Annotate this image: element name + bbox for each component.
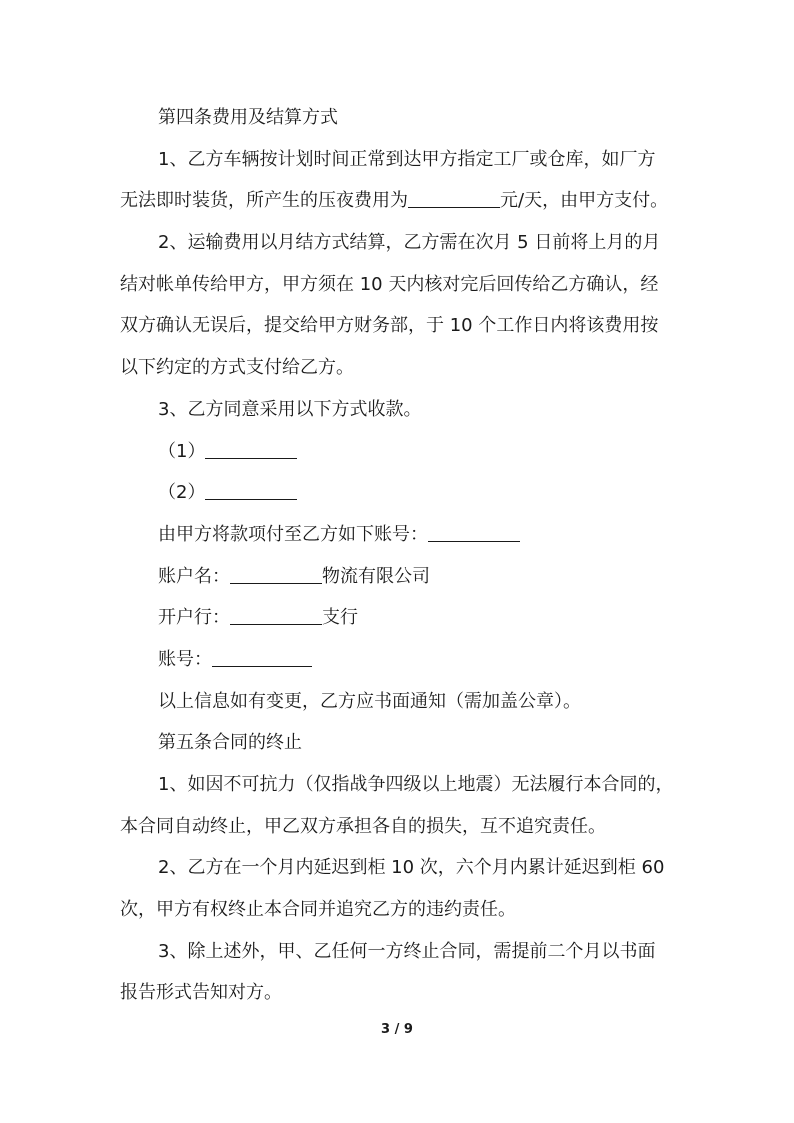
section5-item3-line2: 报告形式告知对方。	[120, 982, 282, 1003]
fee-label: 无法即时装货，所产生的压夜费用为	[120, 190, 408, 211]
account-name-suffix: 物流有限公司	[322, 566, 430, 587]
section5-item1-line1: 1、如因不可抗力（仅指战争四级以上地震）无法履行本合同的，	[158, 774, 674, 795]
section4-item2-line2: 结对帐单传给甲方，甲方须在 10 天内核对完后回传给乙方确认，经	[120, 274, 659, 295]
fee-blank	[408, 189, 500, 208]
section5-item1-line2: 本合同自动终止，甲乙双方承担各自的损失，互不追究责任。	[120, 816, 606, 837]
account-name-blank	[230, 565, 322, 584]
option-2-blank	[205, 481, 297, 500]
option-1-label: （1）	[158, 441, 206, 462]
account-number-label: 账号：	[158, 649, 212, 670]
section4-item2-line3: 双方确认无误后，提交给甲方财务部，于 10 个工作日内将该费用按	[120, 315, 659, 336]
account-label: 由甲方将款项付至乙方如下账号：	[158, 524, 428, 545]
section4-item3-line1: 3、乙方同意采用以下方式收款。	[158, 399, 422, 420]
account-number-blank	[212, 648, 312, 667]
bank-suffix: 支行	[322, 607, 358, 628]
section5-item2-line1: 2、乙方在一个月内延迟到柜 10 次，六个月内累计延迟到柜 60	[158, 857, 665, 878]
section5-heading: 第五条合同的终止	[158, 732, 302, 753]
bank-blank	[230, 606, 322, 625]
section4-item2-line4: 以下约定的方式支付给乙方。	[120, 357, 354, 378]
section4-item1-line2	[120, 189, 668, 213]
section4-item1-line1: 1、乙方车辆按计划时间正常到达甲方指定工厂或仓库，如厂方	[158, 149, 656, 170]
payment-option-1	[158, 440, 297, 464]
payment-option-2	[158, 481, 297, 505]
section4-item2-line1: 2、运输费用以月结方式结算，乙方需在次月 5 日前将上月的月	[158, 232, 661, 253]
account-name-line	[158, 565, 430, 589]
account-name-label: 账户名：	[158, 566, 230, 587]
option-2-label: （2）	[158, 482, 206, 503]
option-1-blank	[205, 440, 297, 459]
account-number-line	[158, 648, 312, 672]
bank-label: 开户行：	[158, 607, 230, 628]
section5-item3-line1: 3、除上述外，甲、乙任何一方终止合同，需提前二个月以书面	[158, 941, 656, 962]
bank-line	[158, 606, 358, 630]
account-line	[158, 523, 520, 547]
fee-unit: 元/天，由甲方支付。	[500, 190, 669, 211]
account-blank	[428, 523, 520, 542]
change-notice: 以上信息如有变更，乙方应书面通知（需加盖公章）。	[158, 691, 581, 712]
page-number: 3 / 9	[381, 1022, 413, 1037]
section5-item2-line2: 次，甲方有权终止本合同并追究乙方的违约责任。	[120, 899, 516, 920]
section4-heading: 第四条费用及结算方式	[158, 107, 338, 128]
